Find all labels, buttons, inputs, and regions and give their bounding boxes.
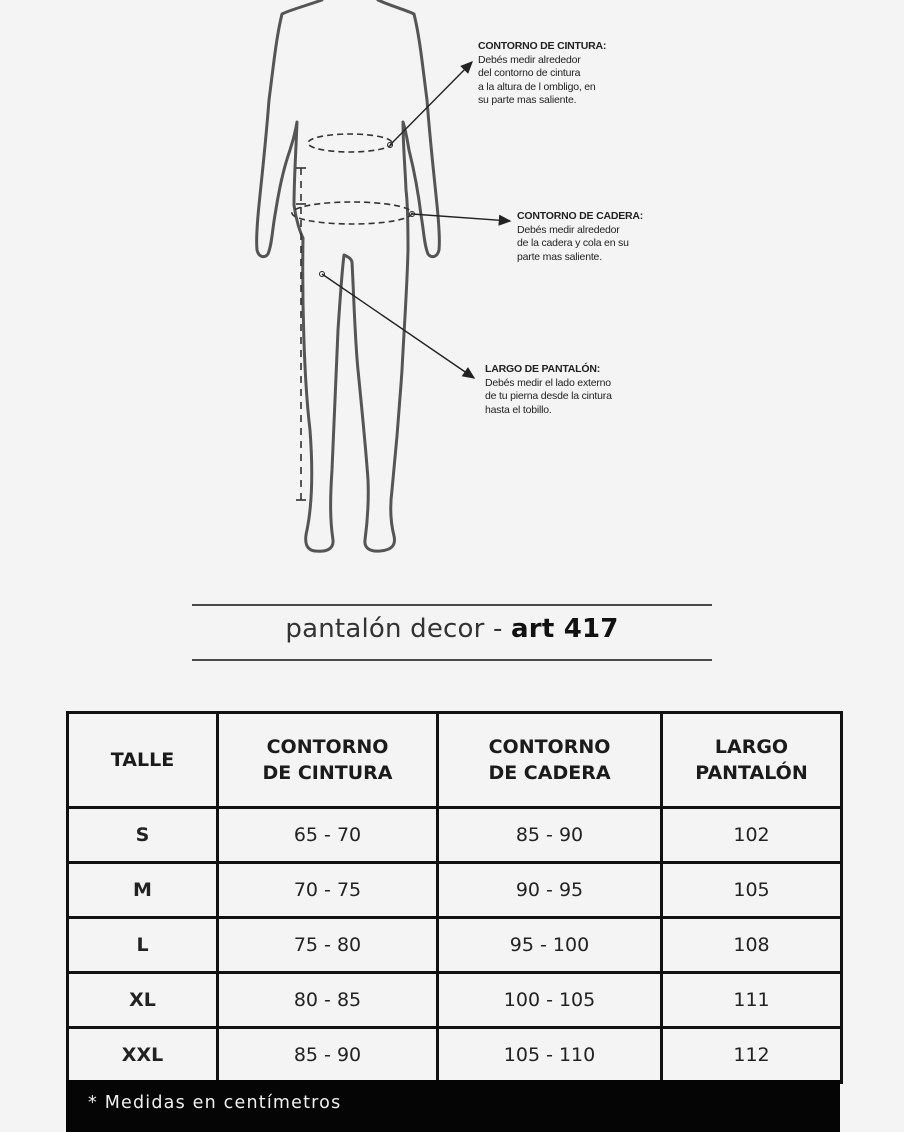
length-cell: 105 [662, 863, 842, 918]
product-art: art 417 [511, 614, 619, 644]
length-annotation-title: LARGO DE PANTALÓN: [485, 363, 601, 375]
waist-cell: 75 - 80 [218, 918, 438, 973]
waist-annotation [478, 40, 638, 108]
hip-cell: 100 - 105 [438, 973, 662, 1028]
title-divider-bottom [192, 659, 712, 661]
header-contorno-cintura: CONTORNO DE CINTURA [218, 713, 438, 808]
waist-cell: 65 - 70 [218, 808, 438, 863]
waist-measure-line [308, 134, 392, 152]
size-table [66, 711, 843, 1084]
length-cell: 111 [662, 973, 842, 1028]
hip-cell: 95 - 100 [438, 918, 662, 973]
length-annotation-text: Debés medir el lado externo de tu pierna desde la cintura hasta el tobillo. [485, 376, 612, 416]
table-header-row [68, 713, 842, 808]
table-row [68, 973, 842, 1028]
size-cell: L [68, 918, 218, 973]
table-row [68, 1028, 842, 1083]
hip-annotation-text: Debés medir alrededor de la cadera y cola en su parte mas saliente. [517, 223, 629, 263]
body-silhouette [257, 0, 440, 551]
header-largo-pantalon: LARGO PANTALÓN [662, 713, 842, 808]
hip-cell: 90 - 95 [438, 863, 662, 918]
leg-arrow [322, 274, 474, 378]
waist-cell: 85 - 90 [218, 1028, 438, 1083]
waist-cell: 70 - 75 [218, 863, 438, 918]
size-cell: XXL [68, 1028, 218, 1083]
table-row [68, 918, 842, 973]
hip-annotation [517, 210, 677, 264]
length-cell: 112 [662, 1028, 842, 1083]
title-divider-top [192, 604, 712, 606]
table-row [68, 863, 842, 918]
hip-cell: 85 - 90 [438, 808, 662, 863]
size-cell: M [68, 863, 218, 918]
header-talle: TALLE [68, 713, 218, 808]
product-name: pantalón decor - [285, 614, 512, 644]
hip-annotation-title: CONTORNO DE CADERA: [517, 210, 644, 222]
waist-annotation-title: CONTORNO DE CINTURA: [478, 40, 607, 52]
header-contorno-cadera: CONTORNO DE CADERA [438, 713, 662, 808]
size-cell: S [68, 808, 218, 863]
length-cell: 108 [662, 918, 842, 973]
hip-cell: 105 - 110 [438, 1028, 662, 1083]
footnote: * Medidas en centímetros [66, 1080, 840, 1132]
waist-annotation-text: Debés medir alrededor del contorno de cintura a la altura de l ombligo, en su parte mas saliente. [478, 53, 596, 106]
hip-measure-line [292, 202, 412, 224]
size-cell: XL [68, 973, 218, 1028]
waist-cell: 80 - 85 [218, 973, 438, 1028]
length-cell: 102 [662, 808, 842, 863]
length-annotation [485, 363, 655, 417]
table-row [68, 808, 842, 863]
hip-arrow [412, 214, 510, 221]
product-title [192, 614, 712, 644]
